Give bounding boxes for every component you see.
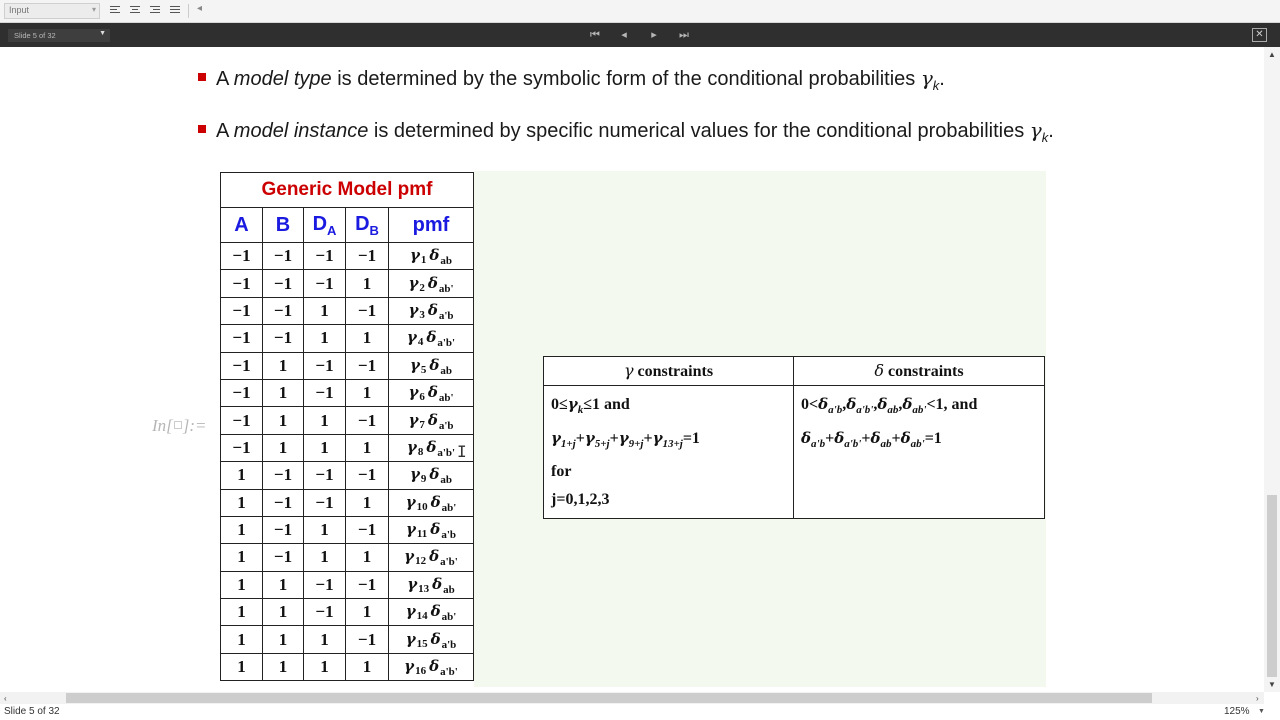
- column-header-db: [346, 208, 389, 243]
- cell-db: 1: [346, 653, 389, 680]
- bullet-text: A: [216, 68, 234, 90]
- cell-b: −1: [263, 270, 304, 297]
- slide-navigation-bar: [0, 23, 1280, 47]
- cell-pmf: [389, 489, 474, 516]
- table-row: [221, 379, 474, 406]
- cell-db: 1: [346, 325, 389, 352]
- cell-da: −1: [304, 243, 346, 270]
- cell-b: 1: [263, 626, 304, 653]
- slide-indicator: Slide 5 of 32: [4, 706, 60, 717]
- table-row: [221, 626, 474, 653]
- gamma-index: 16: [415, 665, 427, 678]
- subscript: k: [932, 78, 940, 93]
- gamma-symbol: γ: [405, 520, 416, 539]
- gamma-index: 4: [417, 336, 424, 349]
- cell-a: 1: [221, 599, 263, 626]
- gamma-symbol: γ: [409, 465, 420, 484]
- cell-da: 1: [304, 626, 346, 653]
- cell-a: −1: [221, 379, 263, 406]
- delta-symbol: δ: [427, 300, 438, 319]
- cell-a: 1: [221, 516, 263, 543]
- column-header-da: [304, 208, 346, 243]
- table-row: [221, 325, 474, 352]
- cell-db: 1: [346, 489, 389, 516]
- cell-pmf: [389, 297, 474, 324]
- gamma-index: 11: [416, 528, 428, 541]
- cell-db: −1: [346, 297, 389, 324]
- header-text: D: [312, 212, 328, 235]
- table-row: [221, 489, 474, 516]
- header-subscript: B: [369, 222, 379, 238]
- vertical-scrollbar-thumb[interactable]: [1267, 495, 1277, 677]
- cell-db: 1: [346, 379, 389, 406]
- gamma-symbol: γ: [409, 355, 420, 374]
- delta-subscript: ab': [438, 392, 454, 405]
- cell-a: 1: [221, 571, 263, 598]
- gamma-constraints-header: [544, 357, 794, 386]
- gamma-symbol: γ: [409, 246, 420, 265]
- last-slide-icon[interactable]: ⏭: [679, 29, 689, 41]
- cell-db: −1: [346, 516, 389, 543]
- constraints-table: [543, 356, 1045, 519]
- cell-a: −1: [221, 325, 263, 352]
- style-select[interactable]: [4, 3, 100, 19]
- gamma-symbol: γ: [405, 492, 416, 511]
- header-text: constraints: [884, 363, 964, 380]
- gamma-symbol: γ: [405, 629, 416, 648]
- cell-db: −1: [346, 462, 389, 489]
- toolbar-divider: [188, 4, 189, 18]
- delta-subscript: a'b': [440, 666, 458, 679]
- table-row: [221, 516, 474, 543]
- bullet-emphasis: model instance: [233, 120, 369, 142]
- delta-symbol: δ: [429, 355, 440, 374]
- align-center-button[interactable]: [128, 3, 142, 19]
- table-row: [221, 462, 474, 489]
- gamma-symbol: γ: [408, 410, 419, 429]
- cell-db: 1: [346, 434, 389, 461]
- input-cell-label: [152, 416, 207, 436]
- cell-b: 1: [263, 434, 304, 461]
- delta-symbol: δ: [429, 657, 440, 676]
- gamma-index: 15: [416, 637, 428, 650]
- delta-constraints-header: [794, 357, 1045, 386]
- cell-db: −1: [346, 407, 389, 434]
- cell-da: −1: [304, 462, 346, 489]
- cell-a: 1: [221, 626, 263, 653]
- cell-b: −1: [263, 297, 304, 324]
- delta-subscript: ab: [440, 255, 453, 268]
- gamma-index: 14: [416, 610, 428, 623]
- cell-db: −1: [346, 571, 389, 598]
- align-justify-button[interactable]: [168, 3, 182, 19]
- cell-a: 1: [221, 462, 263, 489]
- align-justify-icon: [170, 6, 180, 16]
- align-left-icon: [110, 6, 120, 16]
- delta-subscript: ab: [443, 583, 455, 596]
- table-row: [221, 407, 474, 434]
- delta-symbol: δ: [430, 629, 441, 648]
- gamma-index: 3: [419, 308, 425, 321]
- cell-b: −1: [263, 544, 304, 571]
- cell-a: 1: [221, 544, 263, 571]
- delta-symbol: δ: [427, 410, 438, 429]
- cell-pmf: [389, 571, 474, 598]
- scroll-down-icon[interactable]: ▼: [1268, 680, 1276, 689]
- gamma-index: 6: [419, 391, 425, 404]
- delta-constraint-sum: $\delta_{a'b}+\delta_{a'b'}+\delta_{ab}+\delta_{ab'}=1$: [801, 429, 942, 451]
- cell-da: 1: [304, 516, 346, 543]
- close-icon[interactable]: ✕: [1252, 28, 1267, 42]
- delta-constraints-cell: [794, 386, 1045, 519]
- cell-b: 1: [263, 599, 304, 626]
- bullet-period: .: [939, 68, 945, 90]
- slide-select-value: Slide 5 of 32: [14, 31, 56, 40]
- chevron-down-icon: ▼: [99, 30, 106, 37]
- table-row: [221, 653, 474, 680]
- delta-symbol: δ: [430, 520, 441, 539]
- first-slide-icon[interactable]: ⏮: [590, 29, 600, 41]
- cell-da: −1: [304, 489, 346, 516]
- delta-subscript: a'b': [437, 446, 456, 459]
- delta-symbol: δ: [430, 492, 441, 511]
- gamma-index: 8: [417, 445, 424, 458]
- scroll-right-icon[interactable]: ›: [1256, 694, 1259, 703]
- delta-subscript: a'b': [440, 556, 458, 569]
- cell-db: −1: [346, 352, 389, 379]
- delta-symbol: δ: [426, 328, 437, 347]
- zoom-level[interactable]: 125%: [1224, 706, 1250, 717]
- delta-symbol: δ: [430, 602, 441, 621]
- scroll-up-icon[interactable]: ▲: [1268, 50, 1276, 59]
- cell-db: 1: [346, 544, 389, 571]
- gamma-symbol: γ: [920, 66, 933, 90]
- gamma-symbol: γ: [623, 361, 634, 380]
- gamma-symbol: γ: [408, 300, 419, 319]
- bullet-period: .: [1048, 120, 1054, 142]
- bullet-marker-icon: [198, 73, 206, 81]
- table-row: [221, 599, 474, 626]
- bullet-model-type: [198, 66, 945, 93]
- column-header-pmf: pmf: [389, 208, 474, 243]
- delta-subscript: a'b': [437, 337, 456, 350]
- cell-da: 1: [304, 434, 346, 461]
- cell-b: −1: [263, 516, 304, 543]
- cell-db: −1: [346, 626, 389, 653]
- slide-select[interactable]: [8, 29, 110, 42]
- cell-pmf: [389, 516, 474, 543]
- table-row: [221, 434, 474, 461]
- cell-pmf: [389, 243, 474, 270]
- generic-model-pmf-table: [220, 172, 474, 681]
- delta-symbol: δ: [429, 465, 440, 484]
- gamma-symbol: γ: [1029, 118, 1042, 142]
- cell-da: 1: [304, 544, 346, 571]
- gamma-index: 9: [420, 473, 427, 486]
- back-arrow-icon[interactable]: ◂: [197, 3, 203, 14]
- delta-subscript: a'b: [438, 419, 454, 432]
- cell-b: 1: [263, 407, 304, 434]
- cell-da: 1: [304, 407, 346, 434]
- cell-db: −1: [346, 243, 389, 270]
- cell-da: −1: [304, 270, 346, 297]
- table-row: [221, 297, 474, 324]
- delta-subscript: ab: [440, 474, 453, 487]
- cell-b: 1: [263, 379, 304, 406]
- cell-a: −1: [221, 434, 263, 461]
- delta-subscript: ab': [438, 282, 454, 295]
- cell-da: −1: [304, 352, 346, 379]
- table-title: Generic Model pmf: [221, 173, 474, 208]
- gamma-constraints-cell: [544, 386, 794, 519]
- delta-symbol: δ: [429, 246, 440, 265]
- gamma-symbol: γ: [406, 437, 417, 456]
- next-slide-icon[interactable]: ▸: [651, 29, 657, 41]
- cell-a: −1: [221, 297, 263, 324]
- header-text: constraints: [633, 363, 714, 380]
- delta-subscript: a'b: [441, 638, 457, 651]
- delta-constraint-range: $0<\delta_{a'b},\delta_{a'b'},\delta_{ab},\delta_{ab'}<1$, and: [801, 395, 978, 417]
- align-right-button[interactable]: [148, 3, 162, 19]
- scroll-left-icon[interactable]: ‹: [4, 694, 7, 703]
- cell-pmf: [389, 653, 474, 680]
- column-header-b: B: [263, 208, 304, 243]
- gamma-constraint-index: j=0,1,2,3: [551, 491, 610, 509]
- cell-b: 1: [263, 653, 304, 680]
- delta-subscript: a'b: [441, 529, 456, 542]
- gamma-constraint-sum: $\gamma_{1+j}+\gamma_{5+j}+\gamma_{9+j}+\gamma_{13+j}=1$: [551, 429, 700, 451]
- gamma-index: 10: [416, 500, 428, 513]
- bullet-text: A: [216, 120, 234, 142]
- input-label-suffix: ]:=: [182, 416, 207, 435]
- table-row: [221, 270, 474, 297]
- input-label-prefix: In[: [152, 416, 173, 435]
- delta-symbol: δ: [427, 273, 438, 292]
- cell-pmf: [389, 352, 474, 379]
- gamma-symbol: γ: [405, 602, 416, 621]
- delta-subscript: ab': [441, 611, 457, 624]
- delta-subscript: ab': [441, 501, 457, 514]
- delta-symbol: δ: [874, 361, 885, 380]
- delta-symbol: δ: [432, 574, 443, 593]
- gamma-symbol: γ: [407, 574, 418, 593]
- align-center-icon: [130, 6, 140, 16]
- cell-da: −1: [304, 379, 346, 406]
- column-header-a: A: [221, 208, 263, 243]
- cell-placeholder-icon: [174, 421, 182, 429]
- cell-db: 1: [346, 599, 389, 626]
- gamma-index: 12: [415, 555, 427, 568]
- cell-pmf: [389, 270, 474, 297]
- align-right-icon: [150, 6, 160, 16]
- delta-subscript: a'b: [438, 309, 454, 322]
- subscript: k: [1041, 130, 1049, 145]
- format-toolbar: [0, 0, 1280, 23]
- gamma-symbol: γ: [404, 547, 415, 566]
- chevron-down-icon[interactable]: ▼: [1258, 708, 1265, 715]
- cell-a: 1: [221, 489, 263, 516]
- cell-b: −1: [263, 325, 304, 352]
- cell-a: −1: [221, 352, 263, 379]
- header-text: D: [355, 212, 370, 235]
- bullet-emphasis: model type: [233, 68, 332, 90]
- previous-slide-icon[interactable]: ◂: [621, 29, 627, 41]
- cell-a: −1: [221, 407, 263, 434]
- cell-pmf: [389, 626, 474, 653]
- delta-symbol: δ: [427, 383, 438, 402]
- delta-symbol: δ: [429, 547, 440, 566]
- text-cursor-icon: I: [457, 442, 467, 461]
- cell-b: −1: [263, 243, 304, 270]
- gamma-index: 1: [420, 254, 427, 267]
- cell-b: −1: [263, 489, 304, 516]
- cell-pmf: [389, 379, 474, 406]
- gamma-symbol: γ: [408, 273, 419, 292]
- delta-subscript: ab: [440, 364, 453, 377]
- cell-pmf: [389, 544, 474, 571]
- cell-db: 1: [346, 270, 389, 297]
- gamma-index: 7: [419, 418, 425, 431]
- bullet-text: is determined by specific numerical values for the conditional probabilities: [368, 120, 1030, 142]
- bullet-marker-icon: [198, 125, 206, 133]
- gamma-index: 13: [418, 582, 430, 595]
- header-subscript: A: [327, 222, 337, 238]
- delta-symbol: δ: [426, 437, 437, 456]
- style-select-value: Input: [9, 5, 30, 15]
- gamma-index: 2: [419, 281, 425, 294]
- table-row: [221, 243, 474, 270]
- cell-da: −1: [304, 571, 346, 598]
- cell-pmf: [389, 407, 474, 434]
- gamma-symbol: γ: [406, 328, 417, 347]
- cell-da: −1: [304, 599, 346, 626]
- cell-b: 1: [263, 571, 304, 598]
- cell-b: −1: [263, 462, 304, 489]
- cell-da: 1: [304, 297, 346, 324]
- horizontal-scrollbar-thumb[interactable]: [66, 693, 1152, 703]
- cell-pmf: [389, 599, 474, 626]
- gamma-index: 5: [420, 363, 427, 376]
- table-row: [221, 544, 474, 571]
- bullet-text: is determined by the symbolic form of the conditional probabilities: [331, 68, 921, 90]
- table-row: [221, 352, 474, 379]
- cell-pmf: [389, 325, 474, 352]
- cell-da: 1: [304, 653, 346, 680]
- gamma-symbol: γ: [404, 657, 415, 676]
- cell-pmf: [389, 462, 474, 489]
- gamma-constraint-range: $0\le\gamma_k\le 1$ and: [551, 395, 630, 417]
- cell-da: 1: [304, 325, 346, 352]
- table-row: [221, 571, 474, 598]
- cell-a: −1: [221, 243, 263, 270]
- cell-a: 1: [221, 653, 263, 680]
- gamma-constraint-for: for: [551, 463, 572, 481]
- cell-a: −1: [221, 270, 263, 297]
- bullet-model-instance: [198, 118, 1054, 145]
- status-bar: [0, 704, 1280, 720]
- gamma-symbol: γ: [408, 383, 419, 402]
- align-left-button[interactable]: [108, 3, 122, 19]
- chevron-down-icon: ▾: [91, 5, 96, 14]
- cell-b: 1: [263, 352, 304, 379]
- pmf-table-body: [221, 243, 474, 681]
